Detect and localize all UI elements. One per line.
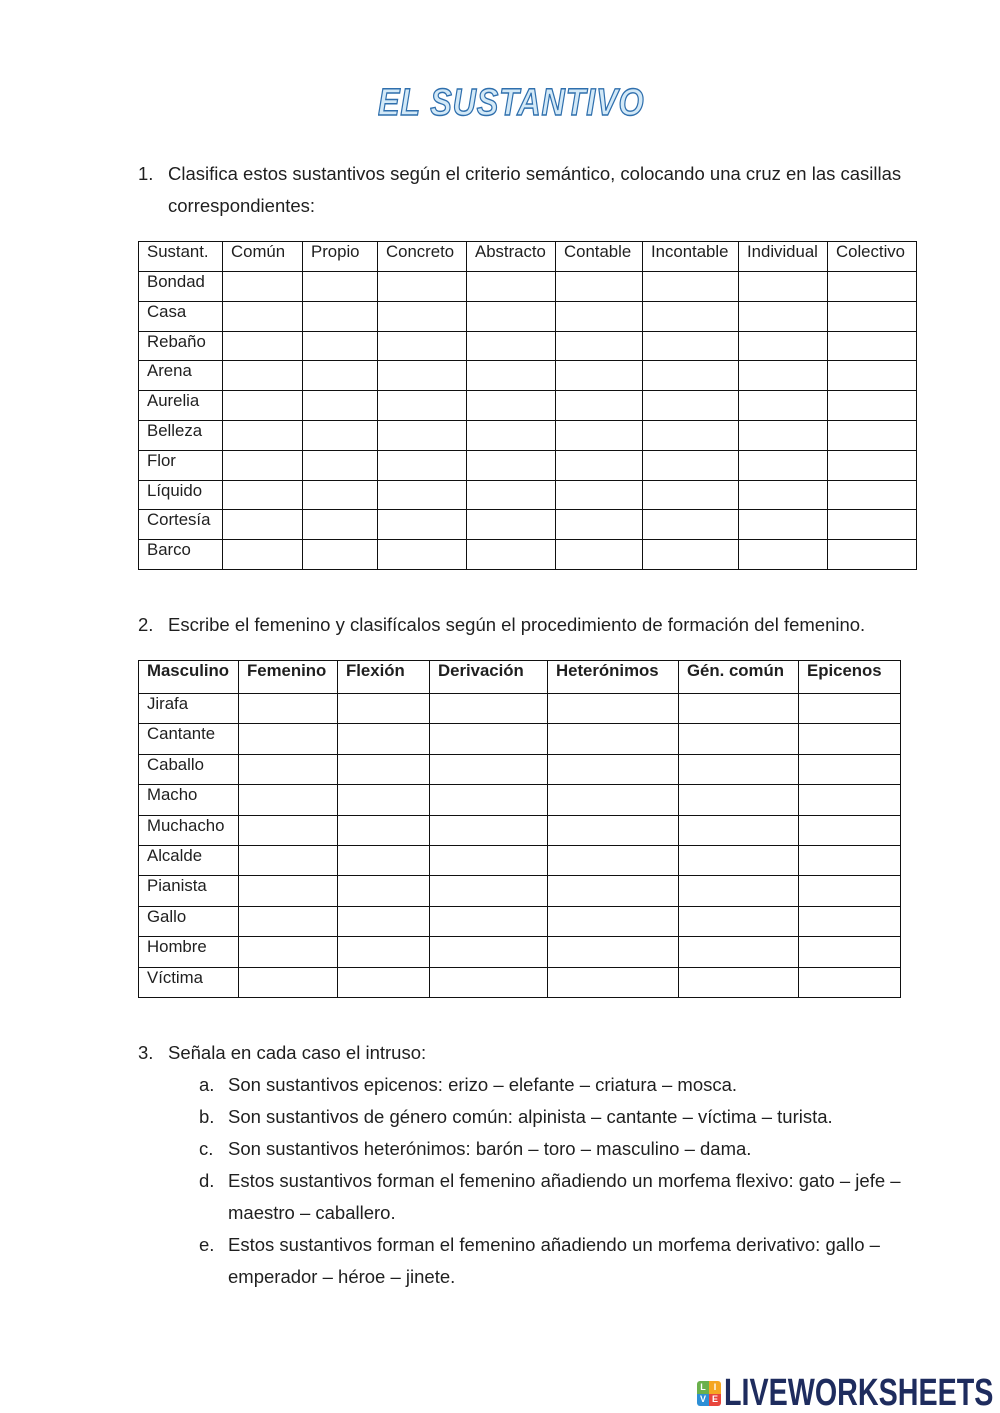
table-row [139, 876, 901, 906]
column-header: Heterónimos [548, 661, 679, 694]
answer-cell [338, 845, 430, 875]
column-header: Flexión [338, 661, 430, 694]
answer-cell [828, 510, 917, 540]
answer-cell [378, 480, 467, 510]
table-row [139, 540, 917, 570]
answer-cell [799, 815, 901, 845]
item-letter: b. [199, 1106, 215, 1127]
answer-cell [643, 391, 739, 421]
table-row [139, 510, 917, 540]
answer-cell [303, 272, 378, 302]
item-text [228, 1133, 901, 1165]
answer-cell [467, 391, 556, 421]
answer-cell [303, 361, 378, 391]
item-line: Son sustantivos heterónimos: barón – toro – masculino – dama. [228, 1138, 752, 1159]
answer-cell [556, 480, 643, 510]
exercise-1-instruction [168, 158, 901, 222]
noun-cell: Barco [139, 540, 223, 570]
answer-cell [467, 361, 556, 391]
answer-cell [467, 331, 556, 361]
answer-cell [239, 906, 338, 936]
answer-cell [548, 724, 679, 754]
exercise-3 [138, 1037, 901, 1293]
answer-cell [679, 937, 799, 967]
column-header: Epicenos [799, 661, 901, 694]
answer-cell [643, 272, 739, 302]
answer-cell [378, 272, 467, 302]
column-header: Femenino [239, 661, 338, 694]
answer-cell [739, 450, 828, 480]
exercise-number: 1. [138, 163, 154, 184]
masculine-noun-cell: Alcalde [139, 845, 239, 875]
semantic-classification-table [138, 241, 917, 570]
table-row [139, 420, 917, 450]
exercise-1 [138, 158, 901, 222]
answer-cell [799, 754, 901, 784]
list-item [138, 1165, 901, 1229]
answer-cell [378, 510, 467, 540]
answer-cell [430, 754, 548, 784]
answer-cell [556, 331, 643, 361]
answer-cell [556, 420, 643, 450]
masculine-noun-cell: Pianista [139, 876, 239, 906]
item-line: Son sustantivos epicenos: erizo – elefante – criatura – mosca. [228, 1074, 738, 1095]
table-row [139, 967, 901, 997]
item-text [228, 1069, 901, 1101]
answer-cell [338, 906, 430, 936]
answer-cell [338, 724, 430, 754]
answer-cell [303, 301, 378, 331]
answer-cell [378, 420, 467, 450]
noun-cell: Cortesía [139, 510, 223, 540]
column-header: Derivación [430, 661, 548, 694]
table-row [139, 845, 901, 875]
item-text [228, 1229, 901, 1293]
table-row [139, 694, 901, 724]
answer-cell [556, 510, 643, 540]
answer-cell [467, 450, 556, 480]
masculine-noun-cell: Hombre [139, 937, 239, 967]
answer-cell [548, 754, 679, 784]
answer-cell [239, 845, 338, 875]
answer-cell [338, 754, 430, 784]
answer-cell [556, 301, 643, 331]
answer-cell [378, 540, 467, 570]
exercise-2-instruction [168, 609, 865, 641]
answer-cell [378, 331, 467, 361]
answer-cell [467, 510, 556, 540]
masculine-noun-cell: Macho [139, 785, 239, 815]
answer-cell [679, 815, 799, 845]
answer-cell [799, 967, 901, 997]
logo-tile: L [697, 1381, 709, 1394]
answer-cell [548, 876, 679, 906]
answer-cell [303, 450, 378, 480]
answer-cell [679, 967, 799, 997]
answer-cell [430, 724, 548, 754]
answer-cell [799, 876, 901, 906]
title-container [378, 84, 698, 128]
noun-cell: Belleza [139, 420, 223, 450]
list-item [138, 1229, 901, 1293]
answer-cell [828, 331, 917, 361]
answer-cell [643, 331, 739, 361]
item-text [228, 1165, 901, 1229]
answer-cell [223, 420, 303, 450]
answer-cell [239, 876, 338, 906]
answer-cell [303, 331, 378, 361]
answer-cell [828, 420, 917, 450]
noun-cell: Casa [139, 301, 223, 331]
answer-cell [223, 301, 303, 331]
answer-cell [828, 480, 917, 510]
logo-wordmark: LIVEWORKSHEETS [724, 1374, 994, 1413]
answer-cell [378, 391, 467, 421]
answer-cell [679, 876, 799, 906]
masculine-noun-cell: Jirafa [139, 694, 239, 724]
table-header-row [139, 661, 901, 694]
table-row [139, 785, 901, 815]
answer-cell [828, 450, 917, 480]
answer-cell [643, 361, 739, 391]
exercise-2 [138, 609, 865, 641]
answer-cell [739, 480, 828, 510]
masculine-noun-cell: Víctima [139, 967, 239, 997]
answer-cell [643, 510, 739, 540]
masculine-noun-cell: Gallo [139, 906, 239, 936]
answer-cell [556, 272, 643, 302]
list-item [138, 1069, 901, 1101]
answer-cell [799, 845, 901, 875]
table-header-row [139, 242, 917, 272]
liveworksheets-logo [724, 1374, 996, 1413]
instruction-line: Señala en cada caso el intruso: [168, 1042, 427, 1063]
column-header: Individual [739, 242, 828, 272]
item-letter: e. [199, 1234, 215, 1255]
answer-cell [828, 361, 917, 391]
item-letter: c. [199, 1138, 214, 1159]
exercise-number: 2. [138, 614, 154, 635]
answer-cell [548, 694, 679, 724]
answer-cell [223, 272, 303, 302]
answer-cell [739, 301, 828, 331]
answer-cell [378, 301, 467, 331]
table-row [139, 391, 917, 421]
answer-cell [223, 450, 303, 480]
answer-cell [430, 906, 548, 936]
answer-cell [643, 420, 739, 450]
answer-cell [548, 906, 679, 936]
list-item [138, 1133, 901, 1165]
noun-cell: Arena [139, 361, 223, 391]
answer-cell [378, 450, 467, 480]
answer-cell [378, 361, 467, 391]
answer-cell [799, 694, 901, 724]
answer-cell [338, 815, 430, 845]
answer-cell [643, 540, 739, 570]
answer-cell [556, 391, 643, 421]
answer-cell [430, 937, 548, 967]
answer-cell [556, 540, 643, 570]
noun-cell: Aurelia [139, 391, 223, 421]
table-row [139, 815, 901, 845]
masculine-noun-cell: Caballo [139, 754, 239, 784]
column-header: Masculino [139, 661, 239, 694]
answer-cell [556, 361, 643, 391]
answer-cell [548, 937, 679, 967]
answer-cell [679, 845, 799, 875]
table-row [139, 480, 917, 510]
answer-cell [239, 724, 338, 754]
answer-cell [739, 510, 828, 540]
table-row [139, 272, 917, 302]
item-line: maestro – caballero. [228, 1202, 396, 1223]
column-header: Concreto [378, 242, 467, 272]
noun-cell: Bondad [139, 272, 223, 302]
table-row [139, 361, 917, 391]
answer-cell [430, 967, 548, 997]
column-header: Propio [303, 242, 378, 272]
answer-cell [303, 540, 378, 570]
answer-cell [223, 361, 303, 391]
answer-cell [679, 694, 799, 724]
noun-cell: Líquido [139, 480, 223, 510]
answer-cell [739, 272, 828, 302]
logo-tile: I [709, 1381, 721, 1394]
answer-cell [799, 785, 901, 815]
answer-cell [303, 480, 378, 510]
answer-cell [303, 420, 378, 450]
item-line: Estos sustantivos forman el femenino añadiendo un morfema derivativo: gallo – [228, 1234, 880, 1255]
masculine-noun-cell: Cantante [139, 724, 239, 754]
table-row [139, 450, 917, 480]
feminine-formation-table [138, 660, 901, 998]
answer-cell [679, 724, 799, 754]
item-text [228, 1101, 901, 1133]
exercise-3-instruction [168, 1037, 901, 1069]
list-item [138, 1101, 901, 1133]
answer-cell [303, 391, 378, 421]
answer-cell [223, 331, 303, 361]
item-line: emperador – héroe – jinete. [228, 1266, 456, 1287]
answer-cell [430, 694, 548, 724]
instruction-line: correspondientes: [168, 195, 316, 216]
answer-cell [239, 967, 338, 997]
logo-tile: E [709, 1394, 721, 1407]
answer-cell [430, 845, 548, 875]
answer-cell [239, 694, 338, 724]
answer-cell [643, 480, 739, 510]
answer-cell [223, 510, 303, 540]
answer-cell [239, 937, 338, 967]
answer-cell [679, 785, 799, 815]
column-header: Sustant. [139, 242, 223, 272]
answer-cell [739, 420, 828, 450]
page-title: EL SUSTANTIVO [378, 84, 645, 124]
answer-cell [548, 967, 679, 997]
answer-cell [643, 301, 739, 331]
answer-cell [828, 272, 917, 302]
answer-cell [548, 815, 679, 845]
column-header: Contable [556, 242, 643, 272]
answer-cell [556, 450, 643, 480]
noun-cell: Rebaño [139, 331, 223, 361]
intruder-list [138, 1069, 901, 1293]
answer-cell [223, 391, 303, 421]
answer-cell [739, 540, 828, 570]
answer-cell [828, 391, 917, 421]
answer-cell [338, 876, 430, 906]
column-header: Incontable [643, 242, 739, 272]
answer-cell [828, 540, 917, 570]
column-header: Colectivo [828, 242, 917, 272]
answer-cell [223, 480, 303, 510]
answer-cell [467, 420, 556, 450]
answer-cell [828, 301, 917, 331]
column-header: Abstracto [467, 242, 556, 272]
item-letter: a. [199, 1074, 215, 1095]
answer-cell [338, 967, 430, 997]
answer-cell [679, 906, 799, 936]
table-row [139, 331, 917, 361]
answer-cell [548, 845, 679, 875]
column-header: Gén. común [679, 661, 799, 694]
answer-cell [239, 785, 338, 815]
instruction-line: Escribe el femenino y clasifícalos según el procedimiento de formación del femenino. [168, 614, 866, 635]
item-letter: d. [199, 1170, 215, 1191]
answer-cell [467, 272, 556, 302]
exercise-number: 3. [138, 1042, 154, 1063]
table-row [139, 754, 901, 784]
instruction-line: Clasifica estos sustantivos según el criterio semántico, colocando una cruz en las casillas [168, 163, 902, 184]
answer-cell [548, 785, 679, 815]
answer-cell [338, 937, 430, 967]
item-line: Son sustantivos de género común: alpinista – cantante – víctima – turista. [228, 1106, 833, 1127]
answer-cell [799, 906, 901, 936]
answer-cell [430, 876, 548, 906]
answer-cell [799, 724, 901, 754]
answer-cell [430, 815, 548, 845]
answer-cell [739, 391, 828, 421]
table-row [139, 937, 901, 967]
table-row [139, 906, 901, 936]
table-row [139, 301, 917, 331]
table-row [139, 724, 901, 754]
liveworksheets-logo-icon [697, 1381, 721, 1406]
answer-cell [799, 937, 901, 967]
masculine-noun-cell: Muchacho [139, 815, 239, 845]
column-header: Común [223, 242, 303, 272]
answer-cell [223, 540, 303, 570]
answer-cell [467, 301, 556, 331]
answer-cell [338, 694, 430, 724]
answer-cell [467, 540, 556, 570]
answer-cell [467, 480, 556, 510]
logo-tile: V [697, 1394, 709, 1407]
answer-cell [239, 754, 338, 784]
answer-cell [303, 510, 378, 540]
item-line: Estos sustantivos forman el femenino añadiendo un morfema flexivo: gato – jefe – [228, 1170, 901, 1191]
answer-cell [679, 754, 799, 784]
noun-cell: Flor [139, 450, 223, 480]
answer-cell [739, 331, 828, 361]
answer-cell [338, 785, 430, 815]
answer-cell [239, 815, 338, 845]
answer-cell [430, 785, 548, 815]
answer-cell [739, 361, 828, 391]
answer-cell [643, 450, 739, 480]
